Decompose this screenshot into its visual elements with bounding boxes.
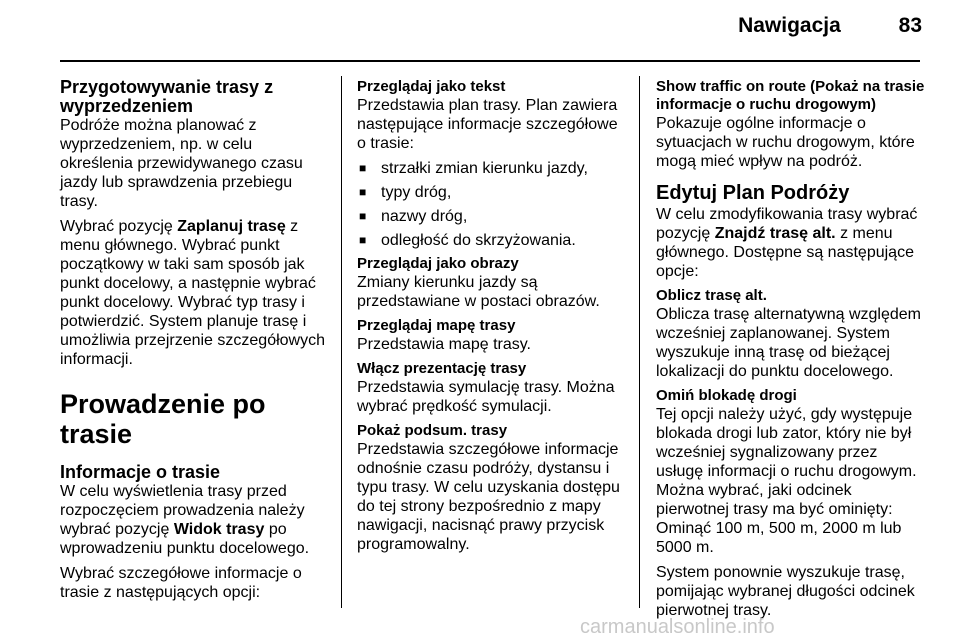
paragraph: System ponownie wyszukuje trasę, pomijając wybranej długości odcinek pierwotnej trasy.	[656, 564, 915, 619]
heading-route-guidance: Prowadzenie po trasie	[60, 389, 266, 449]
watermark: carmanualsonline.info	[580, 616, 775, 638]
page-header	[0, 14, 922, 38]
heading-edit-plan: Edytuj Plan Podróży	[656, 182, 850, 204]
section-title: Nawigacja	[738, 14, 841, 37]
column-3	[656, 78, 926, 626]
header-rule	[60, 60, 920, 62]
menu-term: Widok trasy	[173, 521, 265, 538]
menu-term: Znajdź trasę alt.	[714, 225, 836, 242]
paragraph: Wybrać pozycję Zaplanuj trasę z menu głównego. Wybrać punkt początkowy w taki sam sposób jak punkt docelowy, a następnie wybrać punkt docelowy. Wybrać typ trasy i potwierdzić. System planuje trasę i umożliwia przejrzenie szczegółowych informacji.	[60, 218, 325, 368]
option-title: Pokaż podsum. trasy	[357, 422, 508, 439]
paragraph: Wybrać szczegółowe informacje o trasie z następujących opcji:	[60, 565, 302, 601]
paragraph: W celu wyświetlenia trasy przed rozpoczęciem prowadzenia należy wybrać pozycję Widok trasy po wprowadzeniu punktu docelowego.	[60, 483, 310, 557]
menu-term: Zaplanuj trasę	[177, 218, 286, 235]
option-title: Włącz prezentację trasy	[357, 360, 527, 377]
option-title: Przeglądaj jako tekst	[357, 78, 506, 95]
option-title: Omiń blokadę drogi	[656, 387, 797, 404]
paragraph: Tej opcji należy użyć, gdy występuje blokada drogi lub zator, który nie był wcześniej sygnalizowany przez usługę informacji o ruchu drogowym. Można wybrać, jaki odcinek pierwotnej trasy ma być ominięty: Ominąć 100 m, 500 m, 2000 m lub 5000 m.	[656, 406, 917, 556]
list-item: ■ odległość do skrzyżowania.	[357, 231, 627, 250]
list-item: ■ nazwy dróg,	[357, 207, 627, 226]
list-item: ■ strzałki zmian kierunku jazdy,	[357, 159, 627, 178]
paragraph: Pokazuje ogólne informacje o sytuacjach w ruchu drogowym, które mogą mieć wpływ na podróż.	[656, 115, 915, 170]
paragraph: Przedstawia szczegółowe informacje odnośnie czasu podróży, dystansu i typu trasy. W celu uzyskania dostępu do tej strony bezpośrednio z mapy nawigacji, nacisnąć prawy przycisk programowalny.	[357, 441, 620, 553]
list-item: ■ typy dróg,	[357, 183, 627, 202]
paragraph: Oblicza trasę alternatywną względem wcześniej zaplanowanej. System wyszukuje inną trasę od bieżącej lokalizacji do punktu docelowego.	[656, 306, 922, 380]
heading-route-info: Informacje o trasie	[60, 462, 221, 482]
paragraph: Przedstawia plan trasy. Plan zawiera następujące informacje szczegółowe o trasie:	[357, 97, 618, 152]
column-divider-2	[639, 76, 640, 608]
page-number: 83	[898, 14, 922, 37]
column-divider-1	[341, 76, 342, 608]
paragraph: Przedstawia mapę trasy.	[357, 336, 531, 353]
option-title: Show traffic on route (Pokaż na trasie informacje o ruchu drogowym)	[656, 78, 925, 113]
paragraph: Zmiany kierunku jazdy są przedstawiane w postaci obrazów.	[357, 274, 600, 310]
option-title: Oblicz trasę alt.	[656, 287, 767, 304]
paragraph: Podróże można planować z wyprzedzeniem, np. w celu określenia przewidywanego czasu jazdy lub sprawdzenia przebiegu trasy.	[60, 117, 303, 210]
paragraph: W celu zmodyfikowania trasy wybrać pozycję Znajdź trasę alt. z menu głównego. Dostępne są następujące opcje:	[656, 206, 918, 280]
option-title: Przeglądaj mapę trasy	[357, 317, 516, 334]
heading-route-planning: Przygotowywanie trasy z wyprzedzeniem	[60, 77, 274, 116]
option-title: Przeglądaj jako obrazy	[357, 255, 519, 272]
column-1	[60, 78, 325, 608]
column-2	[357, 78, 627, 560]
paragraph: Przedstawia symulację trasy. Można wybrać prędkość symulacji.	[357, 379, 615, 415]
